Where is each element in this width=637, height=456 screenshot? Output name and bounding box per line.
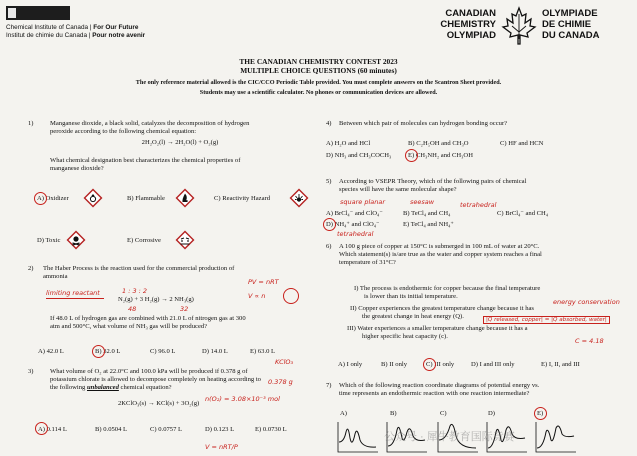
- olympiad-en-block: [426, 8, 496, 41]
- cic-sep-1: |: [88, 24, 94, 31]
- q6-option-b[interactable]: B) II only: [381, 361, 408, 368]
- contest-subtitle: MULTIPLE CHOICE QUESTIONS (60 minutes): [240, 66, 397, 75]
- q2-option-d[interactable]: D) 14.0 L: [202, 348, 228, 355]
- note-circle-pvnrt: [283, 288, 299, 304]
- note-amount: 48: [128, 305, 137, 313]
- note-ratio: 1 : 3 : 2: [122, 287, 148, 295]
- q4-option-a[interactable]: A) H₂O and HCl: [326, 140, 371, 147]
- q1-question: [50, 157, 310, 173]
- answer-circle: [405, 149, 418, 162]
- olympiad-en-line: OLYMPIAD: [446, 30, 496, 41]
- q1-option-e[interactable]: E) Corrosive: [127, 237, 161, 244]
- q4-stem: Between which pair of molecules can hydrogen bonding occur?: [339, 120, 508, 127]
- q6-statement-text: Copper experiences the greatest temperature change because it has: [358, 305, 534, 312]
- q2-number: 2): [28, 265, 34, 272]
- corrosive-icon: [175, 230, 195, 250]
- q6-statement-text: the greatest change in heat energy (Q).: [362, 313, 464, 321]
- cic-tagline-en: For Our Future: [93, 24, 139, 31]
- q5-option-c[interactable]: C) BrCl₄⁻ and CH₄: [497, 210, 549, 217]
- q7-label-d[interactable]: D): [488, 410, 495, 417]
- q2-option-b[interactable]: B) 32.0 L: [95, 348, 121, 355]
- q2-option-e[interactable]: E) 63.0 L: [250, 348, 276, 355]
- q4-number: 4): [326, 120, 332, 127]
- q3-option-d[interactable]: D) 0.123 L: [205, 426, 235, 433]
- q7-number: 7): [326, 382, 332, 389]
- q1-question-line: What chemical designation best characterizes the chemical properties of: [50, 157, 241, 164]
- q4-option-b[interactable]: B) C₂H₅OH and CH₃O: [408, 140, 469, 147]
- answer-circle: [34, 192, 47, 205]
- q4-option-d[interactable]: D) NH₃ and CH₃COCH₃: [326, 152, 392, 159]
- q3-option-b[interactable]: B) 0.0504 L: [95, 426, 128, 433]
- q6-option-d[interactable]: D) I and III only: [471, 361, 515, 368]
- olympiad-fr-line: OLYMPIADE: [542, 8, 598, 19]
- q2-equation: N₂(g) + 3 H₂(g) → 2 NH₃(g): [118, 296, 194, 303]
- q3-text: chemical equation?: [118, 384, 172, 392]
- note-underline: [46, 298, 104, 299]
- q6-statement-1: I) The process is endothermic for copper because the final temperature is lower than its initial temperature.: [354, 285, 624, 301]
- q7-label-e[interactable]: E): [537, 410, 544, 417]
- q1-option-d[interactable]: D) Toxic: [37, 237, 61, 244]
- q2-option-a[interactable]: A) 42.0 L: [38, 348, 64, 355]
- q3-option-a[interactable]: A) 0.114 L: [38, 426, 67, 433]
- note-tetrahedral-2: tetrahedral: [337, 230, 374, 238]
- q6-statement-text: higher specific heat capacity (c).: [362, 333, 448, 341]
- watermark: 公众号 · 犀牛教育国际竞赛: [384, 431, 515, 443]
- note-limiting-reactant: limiting reactant: [46, 289, 100, 297]
- q6-stem-line: temperature of 31°C?: [339, 259, 396, 267]
- q3-stem-line: What volume of O₂ at 22.0°C and 100.0 kPa will be produced if 0.378 g of: [50, 368, 248, 375]
- olympiad-fr-block: [542, 8, 632, 41]
- q6-option-a[interactable]: A) I only: [338, 361, 363, 368]
- q6-option-e[interactable]: E) I, II, and III: [541, 361, 580, 368]
- answer-circle: [35, 422, 48, 435]
- q5-option-e[interactable]: E) TeCl₄ and NH₄⁺: [403, 221, 454, 228]
- q4-option-c[interactable]: C) HF and HCN: [500, 140, 544, 147]
- q5-number: 5): [326, 178, 332, 185]
- q7-stem: [339, 382, 631, 398]
- q6-statement-text: is lower than its initial temperature.: [364, 293, 458, 301]
- q7-stem-line: time represents an endothermic reaction with one reaction intermediate?: [339, 390, 530, 398]
- note-tetrahedral-1: tetrahedral: [460, 201, 497, 209]
- q7-diagram-a: [336, 420, 380, 454]
- q5-stem: [339, 178, 629, 194]
- q1-stem-line: peroxide according to the following chemical equation:: [50, 128, 197, 136]
- q2-question: [50, 315, 320, 331]
- q3-emphasis: unbalanced: [87, 384, 119, 392]
- q7-label-c[interactable]: C): [440, 410, 447, 417]
- q2-stem-line: ammonia: [43, 273, 68, 281]
- note-energy-conservation: energy conservation: [553, 298, 620, 306]
- q5-stem-line: According to VSEPR Theory, which of the following pairs of chemical: [339, 178, 527, 185]
- cic-name-fr: Institut de chimie du Canada: [6, 32, 87, 39]
- q2-option-c[interactable]: C) 96.0 L: [150, 348, 176, 355]
- cic-logo-mark: [8, 8, 16, 18]
- q7-stem-line: Which of the following reaction coordinate diagrams of potential energy vs.: [339, 382, 540, 389]
- q7-label-b[interactable]: B): [390, 410, 397, 417]
- q6-stem: [339, 243, 631, 268]
- note-q-comparison: |Q released, copper| = |Q absorbed, water|: [483, 316, 610, 324]
- olympiad-en-line: CHEMISTRY: [440, 19, 496, 30]
- note-mass: 0.378 g: [268, 378, 293, 386]
- reactivity-hazard-icon: [289, 188, 309, 208]
- q3-text: the following: [50, 384, 87, 392]
- q5-stem-line: species will have the same molecular shape?: [339, 186, 457, 194]
- q1-equation: 2H₂O₂(l) → 2H₂O(l) + O₂(g): [141, 139, 219, 146]
- contest-title: THE CANADIAN CHEMISTRY CONTEST 2023: [239, 57, 398, 66]
- cic-line-2: [6, 32, 145, 39]
- q3-number: 3): [28, 368, 34, 375]
- q5-option-d[interactable]: D) NH₄⁺ and ClO₄⁻: [326, 221, 380, 228]
- answer-circle: [423, 358, 436, 371]
- q1-option-a[interactable]: A) Oxidizer: [37, 195, 69, 202]
- answer-circle: [92, 345, 105, 358]
- answer-circle: [534, 407, 547, 420]
- q7-label-a[interactable]: A): [340, 410, 347, 417]
- q3-equation: 2KClO₃(s) → KCl(s) + 3O₂(g): [118, 400, 200, 407]
- cic-tagline-fr: Pour notre avenir: [92, 32, 146, 39]
- q1-option-c[interactable]: C) Reactivity Hazard: [214, 195, 271, 202]
- olympiad-en-line: CANADIAN: [445, 8, 496, 19]
- note-square-planar: square planar: [340, 198, 386, 206]
- q1-stem: [50, 120, 310, 136]
- q3-option-c[interactable]: C) 0.0757 L: [150, 426, 183, 433]
- oxidizer-icon: [83, 188, 103, 208]
- toxic-icon: [66, 230, 86, 250]
- maple-leaf-icon: [501, 6, 537, 46]
- note-specific-heat: C = 4.18: [575, 337, 604, 345]
- q2-stem-line: The Haber Process is the reaction used for the commercial production of: [43, 265, 235, 272]
- flammable-icon: [175, 188, 195, 208]
- olympiad-fr-line: DU CANADA: [542, 30, 600, 41]
- instructions-line-2: Students may use a scientific calculator. No phones or communication devices are allowed.: [199, 89, 438, 96]
- cic-sep-2: |: [87, 32, 93, 39]
- q2-question-line: If 48.0 L of hydrogen gas are combined with 21.0 L of nitrogen gas at 300: [50, 315, 246, 322]
- q6-statement-2: II) Copper experiences the greatest temperature change because it has the greatest change in heat energy (Q).: [350, 305, 624, 321]
- q6-statement-3: III) Water experiences a smaller temperature change because it has a higher specific heat capacity (c).: [347, 325, 624, 341]
- q1-stem-line: Manganese dioxide, a black solid, catalyzes the decomposition of hydrogen: [50, 120, 250, 127]
- q5-option-a[interactable]: A) BrCl₄⁻ and ClO₄⁻: [326, 210, 383, 217]
- q5-option-b[interactable]: B) TeCl₄ and CH₄: [403, 210, 451, 217]
- note-result: 32: [180, 305, 189, 313]
- note-pvnrt: PV = nRT: [248, 278, 279, 286]
- q6-number: 6): [326, 243, 332, 250]
- q6-statement-text: Water experiences a smaller temperature change because it has a: [357, 325, 528, 332]
- olympiad-fr-line: DE CHIMIE: [542, 19, 592, 30]
- note-volume: V = nRT/P: [205, 443, 238, 451]
- q6-stem-line: Which statement(s) is/are true as the water and copper system reaches a final: [339, 251, 542, 259]
- q2-question-line: atm and 500°C, what volume of NH₃ gas will be produced?: [50, 323, 208, 331]
- note-v-prop-n: V ∝ n: [248, 292, 266, 300]
- q1-number: 1): [28, 120, 34, 127]
- q3-option-e[interactable]: E) 0.0730 L: [255, 426, 287, 433]
- cic-line-1: [6, 24, 138, 31]
- note-seesaw: seesaw: [410, 198, 435, 206]
- answer-circle: [323, 218, 336, 231]
- q6-stem-line: A 100 g piece of copper at 150°C is submerged in 100 mL of water at 20°C.: [339, 243, 540, 250]
- note-moles: n(O₂) = 3.08×10⁻³ mol: [205, 395, 280, 403]
- cic-name-en: Chemical Institute of Canada: [6, 24, 89, 31]
- instructions-line-1: The only reference material allowed is the CIC/CCO Periodic Table provided. You must complete answers on the Scantron Sheet provided.: [135, 79, 502, 86]
- q1-question-line: manganese dioxide?: [50, 165, 104, 173]
- note-kclo3: KClO₃: [275, 358, 294, 366]
- q1-option-b[interactable]: B) Flammable: [127, 195, 165, 202]
- q6-option-c[interactable]: C) III only: [426, 361, 455, 368]
- q6-statement-text: The process is endothermic for copper because the final temperature: [359, 285, 541, 292]
- q7-diagram-e: [534, 420, 578, 454]
- q3-stem-line: potassium chlorate is allowed to decompose completely on heating according to: [50, 376, 261, 384]
- q4-option-e[interactable]: E) CH₃NH₂ and CH₃OH: [408, 152, 473, 159]
